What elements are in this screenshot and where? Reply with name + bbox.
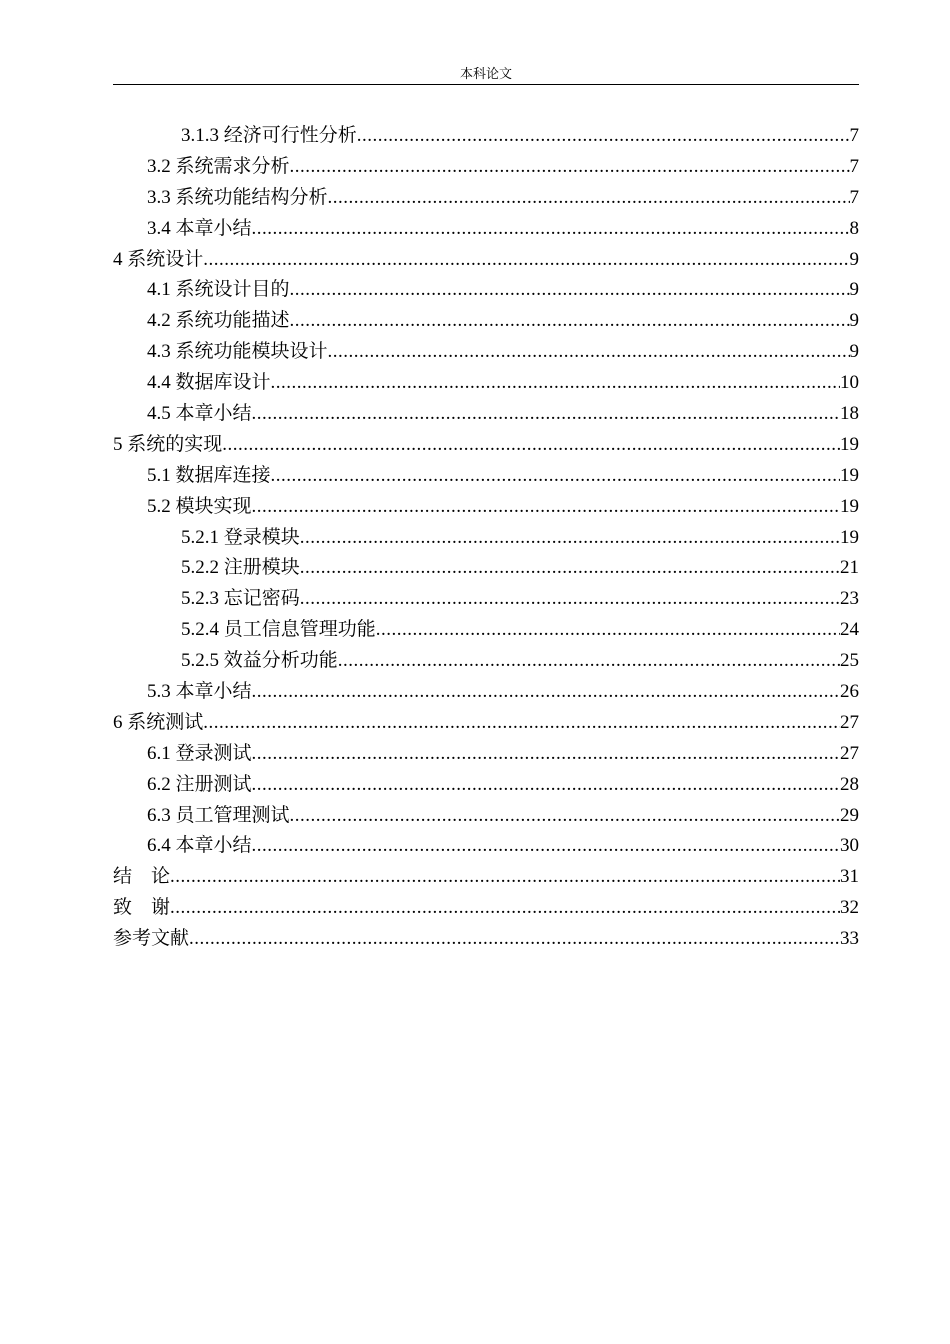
toc-entry-page: 21 bbox=[840, 557, 859, 579]
toc-entry[interactable] bbox=[113, 368, 859, 399]
toc-entry-page: 23 bbox=[840, 588, 859, 610]
toc-entry-page: 26 bbox=[840, 681, 859, 703]
toc-entry-page: 33 bbox=[840, 928, 859, 950]
toc-entry-page: 18 bbox=[840, 403, 859, 425]
toc-entry-page: 27 bbox=[840, 711, 859, 733]
toc-entry-page: 28 bbox=[840, 773, 859, 795]
toc-entry[interactable] bbox=[113, 893, 859, 924]
toc-entry-title: 5.2.1 登录模块 bbox=[181, 526, 300, 548]
toc-entry[interactable] bbox=[113, 770, 859, 801]
toc-leader-dots bbox=[170, 862, 840, 893]
toc-entry-page: 32 bbox=[840, 897, 859, 919]
toc-entry-title: 5.2.3 忘记密码 bbox=[181, 588, 300, 610]
toc-leader-dots bbox=[357, 121, 850, 152]
toc-entry-title: 5.3 本章小结 bbox=[147, 681, 252, 703]
toc-entry-title: 5 系统的实现 bbox=[113, 433, 223, 455]
toc-leader-dots bbox=[290, 275, 850, 306]
toc-entry[interactable] bbox=[113, 306, 859, 337]
toc-leader-dots bbox=[252, 770, 840, 801]
toc-leader-dots bbox=[328, 183, 850, 214]
toc-leader-dots bbox=[271, 368, 840, 399]
toc-leader-dots bbox=[271, 461, 840, 492]
header-title: 本科论文 bbox=[459, 66, 512, 81]
toc-entry-title: 6 系统测试 bbox=[113, 711, 204, 733]
toc-entry-title: 结 论 bbox=[113, 866, 171, 888]
toc-entry[interactable] bbox=[113, 183, 859, 214]
toc-entry[interactable] bbox=[113, 430, 859, 461]
toc-entry[interactable] bbox=[113, 399, 859, 430]
toc-leader-dots bbox=[252, 831, 840, 862]
toc-entry[interactable] bbox=[113, 801, 859, 832]
toc-entry-page: 9 bbox=[849, 310, 859, 332]
toc-entry[interactable] bbox=[113, 337, 859, 368]
toc-entry[interactable] bbox=[113, 739, 859, 770]
toc-entry-title: 5.1 数据库连接 bbox=[147, 464, 271, 486]
toc-entry-page: 25 bbox=[840, 650, 859, 672]
toc-entry-title: 6.2 注册测试 bbox=[147, 773, 252, 795]
page-header bbox=[113, 64, 859, 85]
toc-leader-dots bbox=[300, 553, 840, 584]
toc-entry[interactable] bbox=[113, 584, 859, 615]
toc-entry-title: 5.2.5 效益分析功能 bbox=[181, 650, 338, 672]
toc-leader-dots bbox=[252, 492, 840, 523]
toc-entry-title: 3.4 本章小结 bbox=[147, 217, 252, 239]
toc-entry-page: 10 bbox=[840, 372, 859, 394]
toc-leader-dots bbox=[300, 584, 840, 615]
toc-entry[interactable] bbox=[113, 214, 859, 245]
toc-leader-dots bbox=[290, 306, 850, 337]
toc-entry[interactable] bbox=[113, 245, 859, 276]
toc-entry-page: 8 bbox=[849, 217, 859, 239]
toc-entry-page: 9 bbox=[849, 248, 859, 270]
toc-entry-title: 6.4 本章小结 bbox=[147, 835, 252, 857]
toc-leader-dots bbox=[203, 245, 849, 276]
toc-leader-dots bbox=[170, 893, 840, 924]
toc-entry-title: 4.3 系统功能模块设计 bbox=[147, 341, 328, 363]
toc-entry-page: 31 bbox=[840, 866, 859, 888]
toc-leader-dots bbox=[222, 430, 840, 461]
toc-entry-title: 致 谢 bbox=[113, 897, 171, 919]
toc-leader-dots bbox=[252, 677, 840, 708]
toc-entry[interactable] bbox=[113, 275, 859, 306]
toc-entry-page: 9 bbox=[849, 279, 859, 301]
toc-leader-dots bbox=[376, 615, 840, 646]
toc-entry-page: 7 bbox=[849, 186, 859, 208]
toc-leader-dots bbox=[328, 337, 850, 368]
toc-entry-title: 参考文献 bbox=[113, 928, 190, 950]
toc-entry-title: 6.1 登录测试 bbox=[147, 742, 252, 764]
toc-entry-page: 19 bbox=[840, 495, 859, 517]
toc-entry[interactable] bbox=[113, 646, 859, 677]
toc-entry-page: 30 bbox=[840, 835, 859, 857]
toc-leader-dots bbox=[252, 399, 840, 430]
toc-entry-title: 4 系统设计 bbox=[113, 248, 204, 270]
toc-entry-page: 19 bbox=[840, 433, 859, 455]
toc-entry-page: 19 bbox=[840, 526, 859, 548]
toc-leader-dots bbox=[290, 801, 840, 832]
toc-entry[interactable] bbox=[113, 708, 859, 739]
toc-entry-title: 5.2.4 员工信息管理功能 bbox=[181, 619, 376, 641]
toc-entry-page: 27 bbox=[840, 742, 859, 764]
toc-entry[interactable] bbox=[113, 831, 859, 862]
toc-entry-title: 4.5 本章小结 bbox=[147, 403, 252, 425]
toc-leader-dots bbox=[300, 523, 840, 554]
table-of-contents bbox=[113, 121, 859, 955]
toc-entry-page: 7 bbox=[849, 155, 859, 177]
toc-entry[interactable] bbox=[113, 677, 859, 708]
toc-entry[interactable] bbox=[113, 553, 859, 584]
toc-leader-dots bbox=[290, 152, 850, 183]
toc-entry[interactable] bbox=[113, 924, 859, 955]
toc-entry[interactable] bbox=[113, 523, 859, 554]
toc-entry[interactable] bbox=[113, 492, 859, 523]
toc-entry[interactable] bbox=[113, 461, 859, 492]
toc-entry-page: 7 bbox=[849, 125, 859, 146]
toc-entry-page: 9 bbox=[849, 341, 859, 363]
toc-entry-title: 4.4 数据库设计 bbox=[147, 372, 271, 394]
toc-leader-dots bbox=[252, 739, 840, 770]
toc-entry[interactable] bbox=[113, 121, 859, 152]
toc-entry-page: 19 bbox=[840, 464, 859, 486]
toc-entry-title: 4.1 系统设计目的 bbox=[147, 279, 290, 301]
toc-leader-dots bbox=[189, 924, 840, 955]
toc-entry-title: 3.3 系统功能结构分析 bbox=[147, 186, 328, 208]
toc-entry-title: 3.2 系统需求分析 bbox=[147, 155, 290, 177]
toc-entry-title: 5.2 模块实现 bbox=[147, 495, 252, 517]
toc-entry[interactable] bbox=[113, 152, 859, 183]
toc-entry-title: 3.1.3 经济可行性分析 bbox=[181, 125, 357, 146]
toc-entry-title: 4.2 系统功能描述 bbox=[147, 310, 290, 332]
toc-entry-page: 24 bbox=[840, 619, 859, 641]
toc-leader-dots bbox=[338, 646, 840, 677]
toc-entry-title: 6.3 员工管理测试 bbox=[147, 804, 290, 826]
toc-leader-dots bbox=[252, 214, 850, 245]
toc-leader-dots bbox=[203, 708, 840, 739]
toc-entry[interactable] bbox=[113, 615, 859, 646]
toc-entry-title: 5.2.2 注册模块 bbox=[181, 557, 300, 579]
toc-entry[interactable] bbox=[113, 862, 859, 893]
toc-entry-page: 29 bbox=[840, 804, 859, 826]
